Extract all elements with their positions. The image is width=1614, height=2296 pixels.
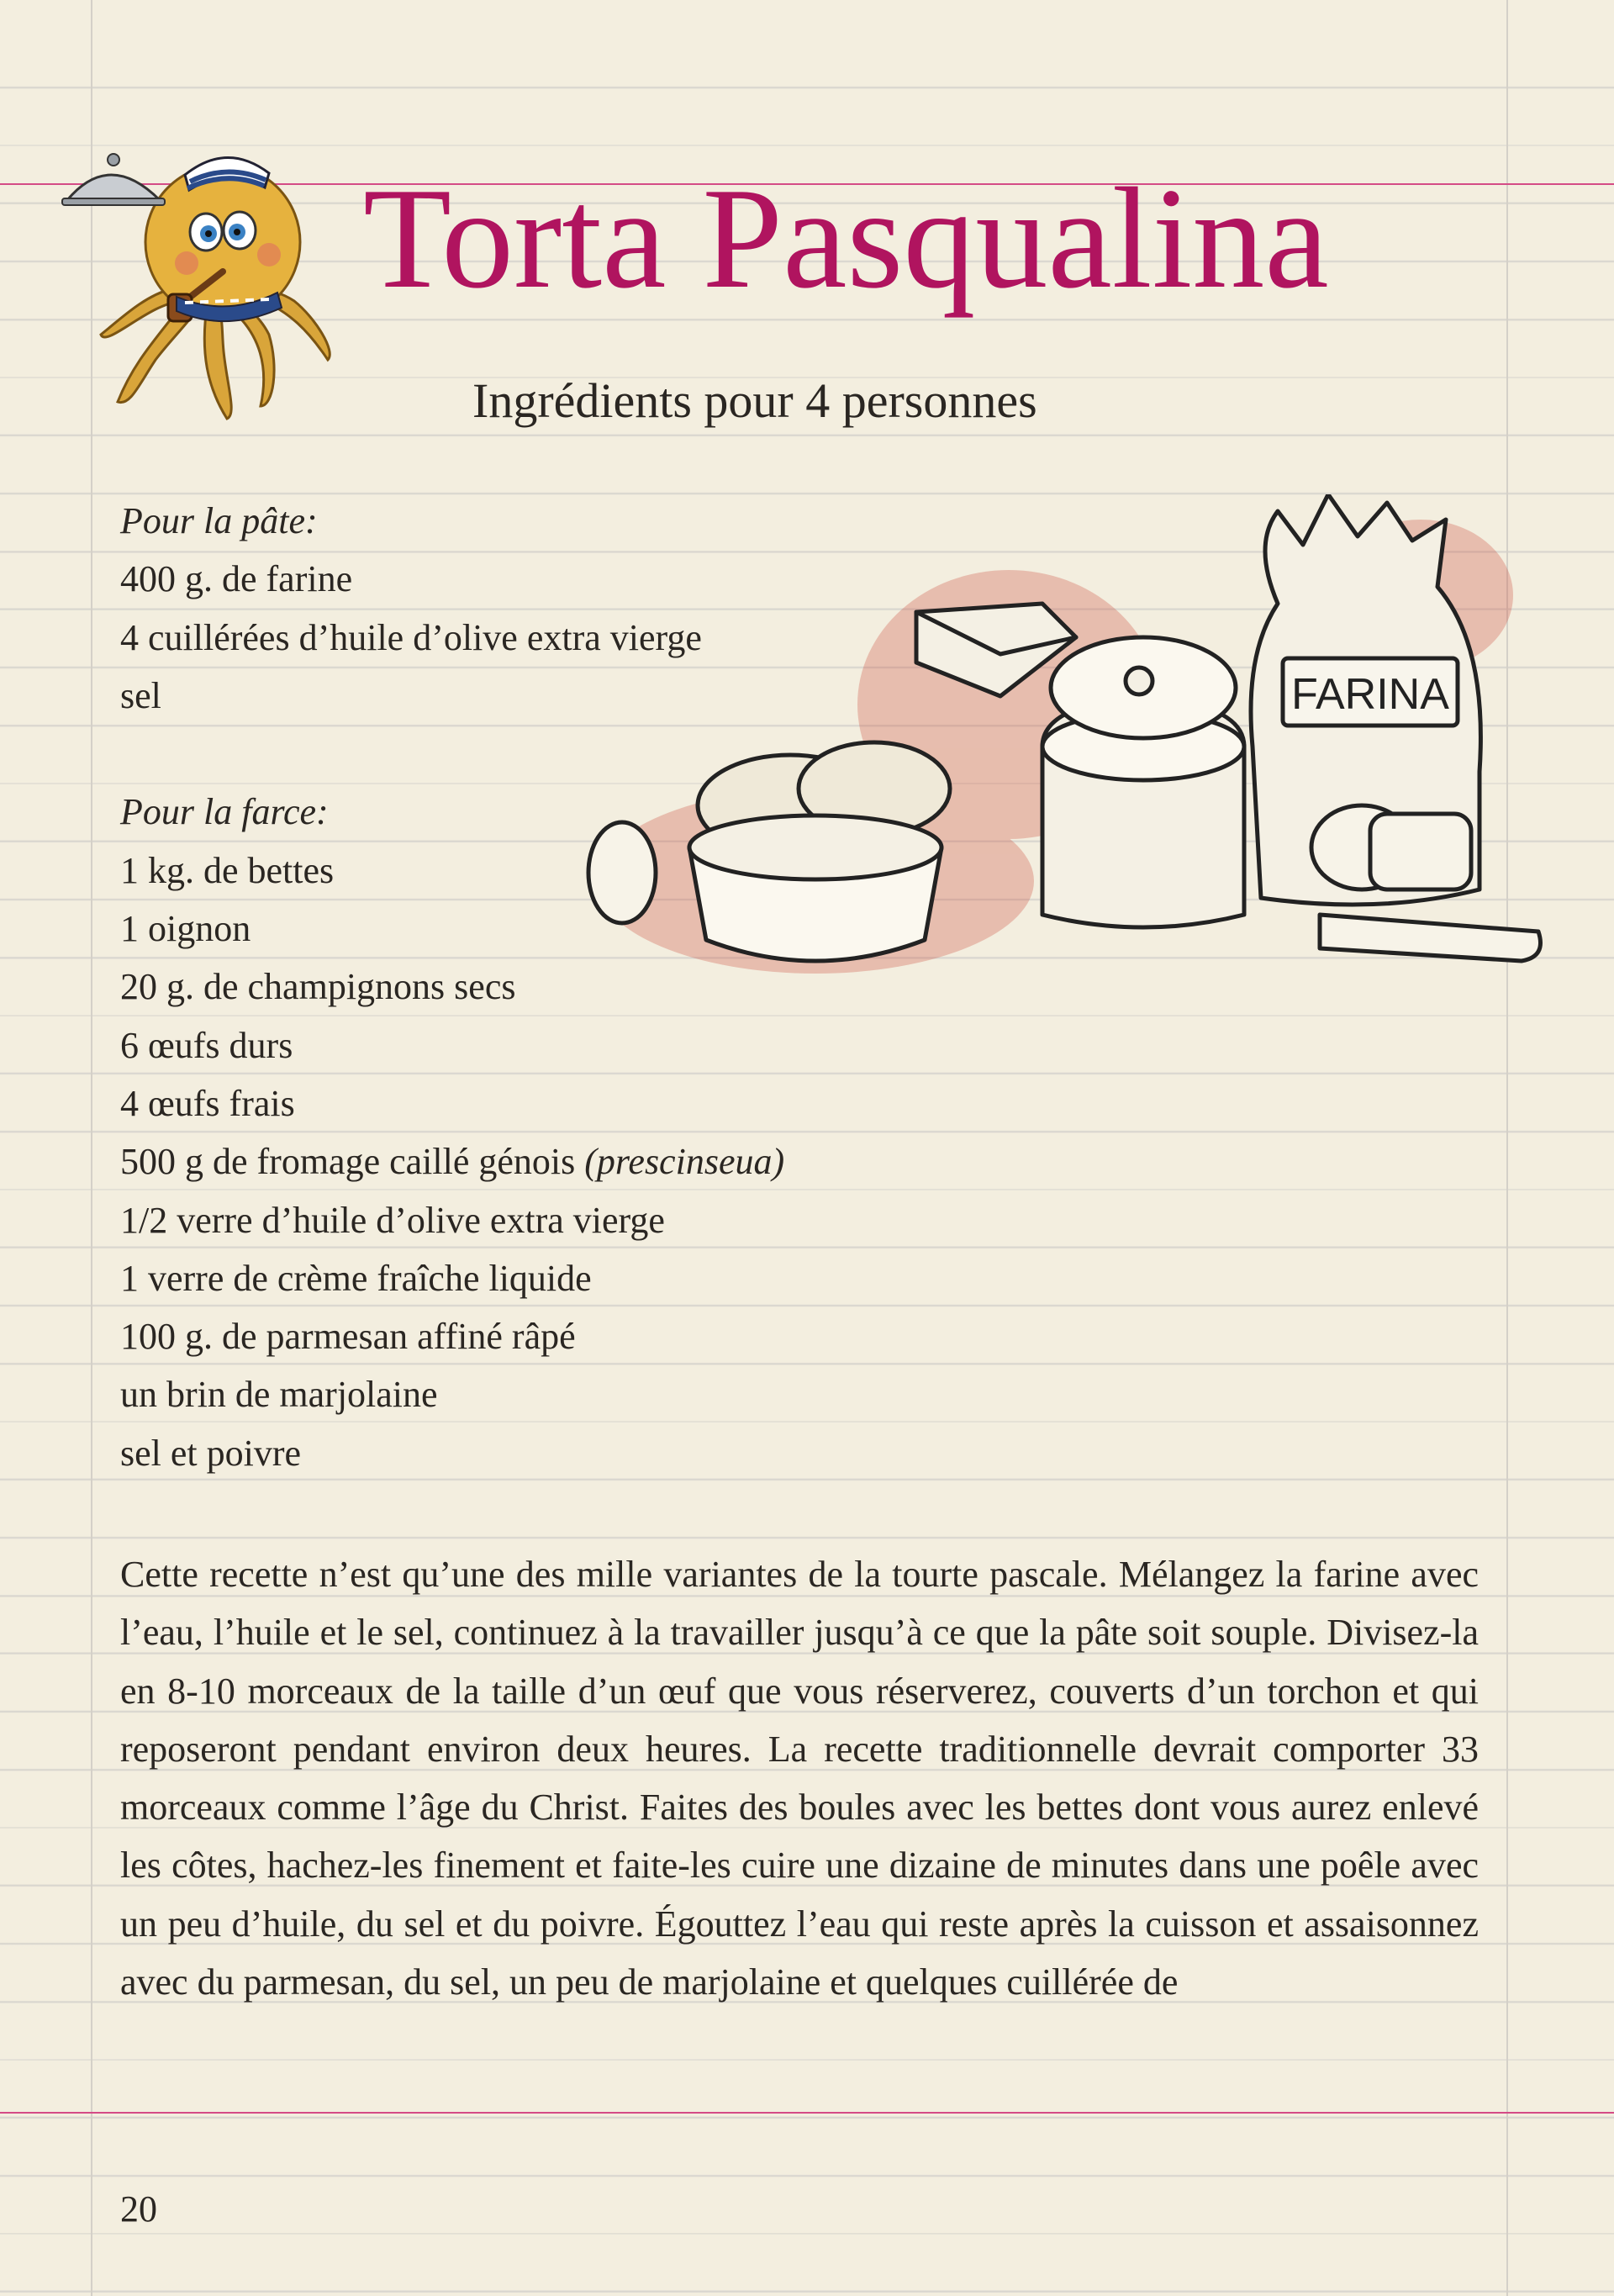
ingredient-item: 1/2 verre d’huile d’olive extra vierge xyxy=(120,1199,665,1241)
sack-label: FARINA xyxy=(1291,670,1449,719)
recipe-title: Torta Pasqualina xyxy=(363,159,1329,319)
ingredient-item: 100 g. de parmesan affiné râpé xyxy=(120,1316,576,1358)
page-number: 20 xyxy=(120,2188,157,2230)
ingredient-item: 4 œufs frais xyxy=(120,1082,295,1124)
filling-heading: Pour la farce: xyxy=(120,791,329,833)
dough-heading: Pour la pâte: xyxy=(120,500,318,541)
servings-subtitle: Ingrédients pour 4 personnes xyxy=(472,373,1037,428)
cheese-dialect-name: (prescinseua) xyxy=(584,1141,785,1183)
ingredient-item: sel et poivre xyxy=(120,1432,302,1474)
ingredient-item: 400 g. de farine xyxy=(120,558,353,600)
ingredient-item: 1 oignon xyxy=(120,908,251,950)
bottom-pink-rule xyxy=(0,2112,1614,2114)
kitchen-still-life-illustration xyxy=(538,494,1547,990)
ingredient-item: 20 g. de champignons secs xyxy=(120,966,516,1008)
ingredient-item-cheese xyxy=(120,1132,784,1190)
ingredient-item: 4 cuillérées d’huile d’olive extra vierge xyxy=(120,616,702,658)
right-margin-line xyxy=(1506,0,1508,2296)
octopus-chef-illustration xyxy=(59,82,378,427)
method-paragraph: Cette recette n’est qu’une des mille variantes de la tourte pascale. Mélangez la farine avec l’eau, l’huile et le sel, continuez à la travailler jusqu’à ce que la pâte soit souple. Divisez-la en 8-10 morceaux de la taille d’un œuf que vous réserverez, couverts d’un torchon et qui reposeront pendant environ deux heures. La recette traditionnelle devrait comporter 33 morceaux comme l’âge du Christ. Faites des boules avec les bettes dont vous aurez enlevé les côtes, hachez-les finement et faite-les cuire une dizaine de minutes dans une poêle avec un peu d’huile, du sel et du poivre. Égouttez l’eau qui reste après la cuisson et assaisonnez avec du parmesan, du sel, un peu de marjolaine et quelques cuillérée de xyxy=(120,1554,1479,2003)
ingredient-item: 1 kg. de bettes xyxy=(120,849,335,891)
ingredient-item: un brin de marjolaine xyxy=(120,1374,438,1416)
ingredient-item: 6 œufs durs xyxy=(120,1024,293,1066)
ingredient-item: sel xyxy=(120,674,161,716)
ingredient-item: 1 verre de crème fraîche liquide xyxy=(120,1257,592,1299)
ingredient-text: 500 g de fromage caillé génois xyxy=(120,1141,576,1183)
